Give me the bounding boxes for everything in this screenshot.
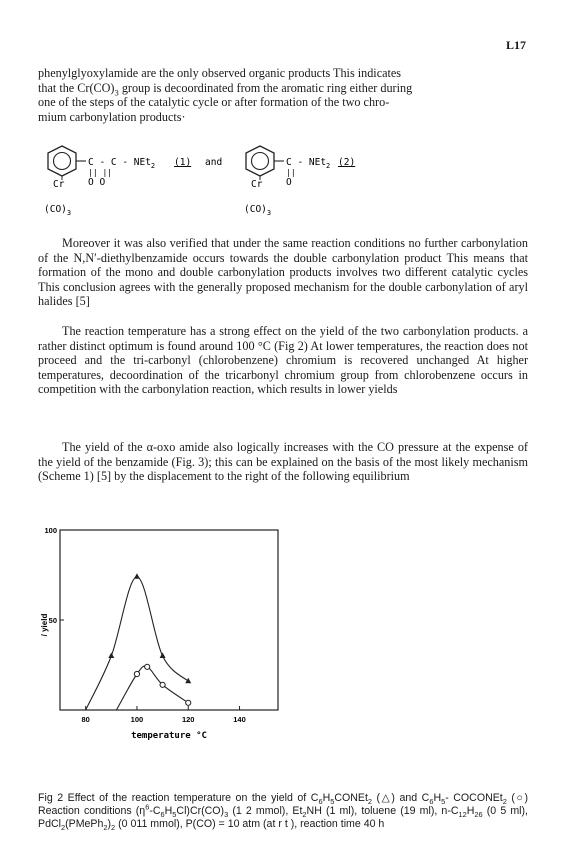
series-0-point-4 xyxy=(185,678,191,684)
paragraph-intro xyxy=(38,66,528,124)
series-1-point-3 xyxy=(160,682,165,687)
compound-1-oxygens: O O xyxy=(88,177,106,188)
yield-vs-temperature-plot xyxy=(40,520,300,780)
compound-1-structure xyxy=(44,146,191,217)
series-0-line xyxy=(86,577,189,710)
benzene-ring-1-circle xyxy=(54,153,71,170)
figure-2-chart xyxy=(40,520,300,780)
x-tick-label-0: 80 xyxy=(81,715,90,724)
x-axis-label: temperature °C xyxy=(131,731,207,741)
intro-line-3: one of the steps of the catalytic cycle or after formation of the two chro- xyxy=(38,95,390,110)
compound-1-double-bonds: || || xyxy=(88,168,113,177)
intro-line-2a: that the Cr(CO) xyxy=(38,80,115,95)
compound-scheme xyxy=(38,142,538,222)
compound-1-tricarbonyl: $(CO)_3$ xyxy=(44,204,72,217)
series-1-point-1 xyxy=(134,671,139,676)
compound-2-tricarbonyl: $(CO)_3$ xyxy=(244,204,272,217)
page-number: L17 xyxy=(505,38,526,52)
series-0-point-3 xyxy=(160,653,166,659)
benzene-ring-2-circle xyxy=(252,153,269,170)
paragraph-moreover: Moreover it was also verified that under the same reaction conditions no further carbonylation of the N,N′-diethylbenzamide occurs towards the double carbonylation product This means that formation of the mono and double carbonylation products involves two different catalytic cycles This conclusion agrees with the generally proposed mechanism for the double carbonylation of aryl halides [5] xyxy=(38,236,528,309)
compound-2-label: (2) xyxy=(338,157,356,168)
plot-frame xyxy=(60,530,278,710)
x-tick-label-2: 120 xyxy=(181,715,195,724)
scheme-and-word: and xyxy=(205,157,223,168)
series-1-point-4 xyxy=(186,700,191,705)
series-0-point-2 xyxy=(134,573,140,579)
series-0-point-1 xyxy=(108,653,114,659)
y-axis-label: / yield xyxy=(40,613,49,637)
intro-line-2-sub: 3 xyxy=(114,87,119,98)
series-1-point-2 xyxy=(145,664,150,669)
y-tick-label-2: 100 xyxy=(44,526,57,535)
series-1-line xyxy=(116,666,188,710)
benzene-ring-2 xyxy=(246,146,274,176)
intro-line-4: mium carbonylation products· xyxy=(38,109,186,124)
x-tick-label-1: 100 xyxy=(130,715,144,724)
compound-1-chromium: Cr xyxy=(53,179,65,190)
intro-line-1: phenylglyoxylamide are the only observed organic products This indicates xyxy=(38,66,402,80)
paragraph-temperature: The reaction temperature has a strong effect on the yield of the two carbonylation products. a rather distinct optimum is found around 100 °C (Fig 2) At lower temperatures, the reaction does not proceed and the tri-carbonyl (chlorobenzene) chromium is recovered unchanged At higher temperatures, decoordination of the tricarbonyl chromium group from chlorobenzene occurs in competition with the carbonylation reaction, which results in lower yields xyxy=(38,324,528,397)
paragraph-co-pressure: The yield of the α-oxo amide also logically increases with the CO pressure at the expense of the yield of the benzamide (Fig. 3); this can be explained on the basis of the most likely mechanism (Scheme 1) [5] by the displacement to the right of the following equilibrium xyxy=(38,440,528,484)
compound-1-chain: C - C - NEt$_2$ xyxy=(88,157,156,170)
compound-2-chromium: Cr xyxy=(251,179,263,190)
figure-2-caption: Fig 2 Effect of the reaction temperature on the yield of $C_6H_5CONEt_2$ (△) and $C_6H_5-$ COCONEt$_2$ (○) Reaction conditions $(\eta^6-C_6H_5Cl)Cr(CO)_3$ (1 2 mmol), $Et_2NH$ (1 ml), toluene (19 ml), $n-C_{12}H_{26}$ (0 5 ml), $PdCl_2(PMePh_2)_2$ (0 011 mmol), P(CO) = 10 atm (at r t ), reaction time 40 h xyxy=(38,792,529,833)
compound-2-structure xyxy=(244,146,355,217)
compound-1-label: (1) xyxy=(174,157,192,168)
compound-2-oxygen: O xyxy=(286,177,292,188)
intro-line-2b: group is decoordinated from the aromatic ring either during xyxy=(118,80,413,95)
x-tick-label-3: 140 xyxy=(233,715,246,724)
y-tick-label-1: 50 xyxy=(48,616,57,625)
benzene-ring-1 xyxy=(48,146,76,176)
compound-2-chain: C - NEt$_2$ xyxy=(286,157,331,170)
compound-2-double-bond: || xyxy=(286,168,296,177)
